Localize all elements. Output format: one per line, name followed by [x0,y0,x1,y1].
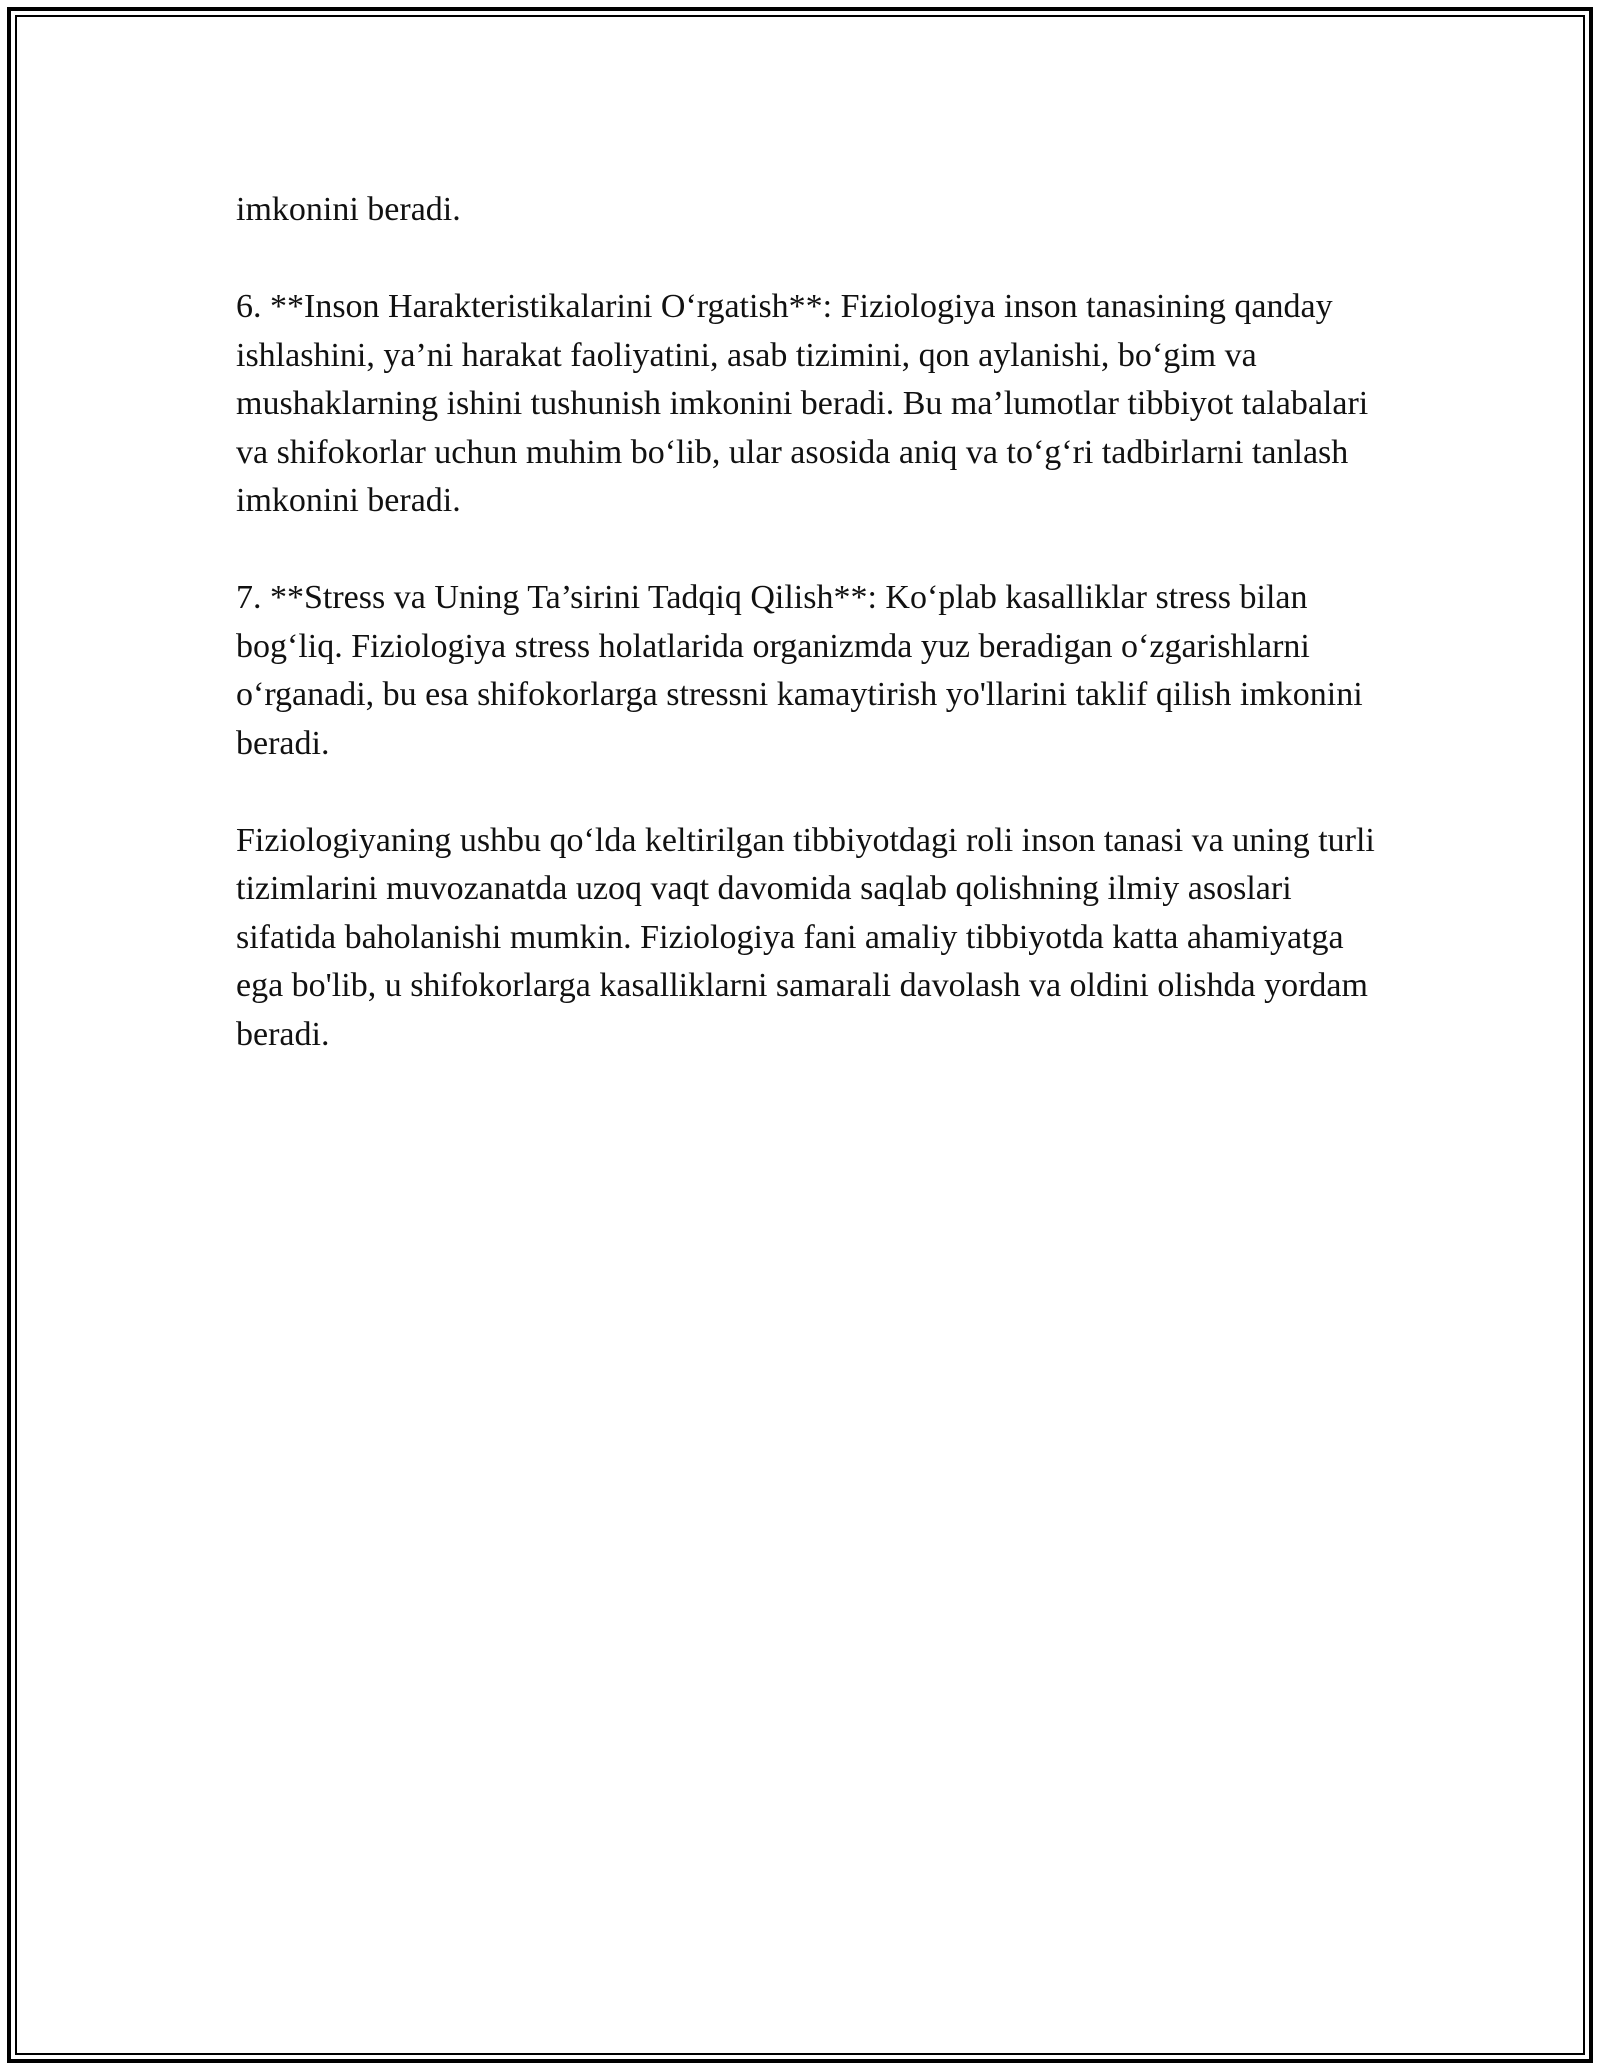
paragraph-item-6: 6. **Inson Harakteristikalarini O‘rgatish**: Fiziologiya inson tanasining qanday ishlashini, ya’ni harakat faoliyatini, asab tizimini, qon aylanishi, bo‘gim va mushaklarning ishini tushunish imkonini beradi. Bu ma’lumotlar tibbiyot talabalari va shifokorlar uchun muhim bo‘lib, ular asosida aniq va to‘g‘ri tadbirlarni tanlash imkonini beradi. [236,288,1369,519]
paragraph-conclusion: Fiziologiyaning ushbu qo‘lda keltirilgan tibbiyotdagi roli inson tanasi va uning turli tizimlarini muvozanatda uzoq vaqt davomida saqlab qolishning ilmiy asoslari sifatida baholanishi mumkin. Fiziologiya fani amaliy tibbiyotda katta ahamiyatga ega bo'lib, u shifokorlarga kasalliklarni samarali davolash va oldini olishda yordam beradi. [236,821,1375,1053]
paragraph-continuation: imkonini beradi. [236,191,461,228]
document-body [236,186,1376,1059]
paragraph-item-7: 7. **Stress va Uning Ta’sirini Tadqiq Qilish**: Ko‘plab kasalliklar stress bilan bog‘liq. Fiziologiya stress holatlarida organizmda yuz beradigan o‘zgarishlarni o‘rganadi, bu esa shifokorlarga stressni kamaytirish yo'llarini taklif qilish imkonini beradi. [236,579,1363,762]
